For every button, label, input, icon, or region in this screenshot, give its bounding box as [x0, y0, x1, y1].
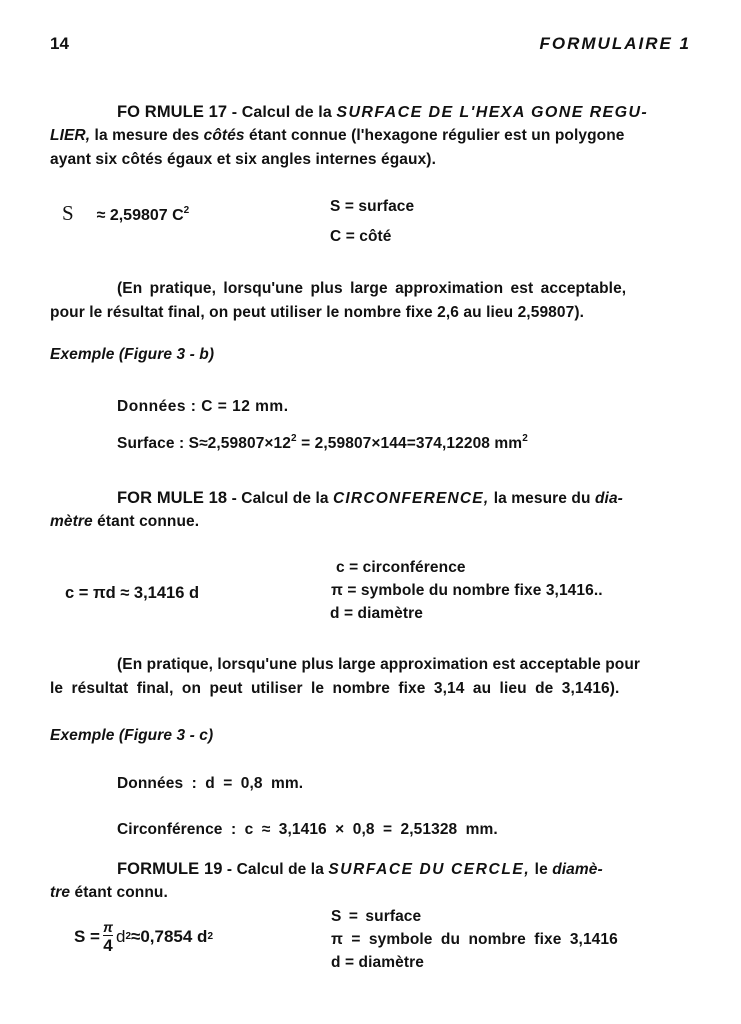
- formula-symbol: S: [62, 201, 74, 225]
- formule-17-line2: [50, 127, 695, 145]
- formule-17-subject: SURFACE DE L'HEXA GONE REGU-: [336, 104, 649, 121]
- formule-19-legend-3: d = diamètre: [331, 954, 424, 971]
- formule-17-note-1: (En pratique, lorsqu'une plus large approximation est acceptable,: [117, 280, 627, 297]
- formule-19-heading: [117, 860, 603, 879]
- exponent: 2: [291, 433, 297, 444]
- formule-19-legend-1: S = surface: [331, 908, 422, 925]
- page-number: 14: [50, 34, 69, 53]
- exponent: 2: [522, 433, 528, 444]
- heading-text: - Calcul de la: [227, 104, 337, 121]
- formule-19-legend-2: π = symbole du nombre fixe 3,1416: [331, 931, 618, 948]
- fraction: [103, 920, 113, 954]
- fraction-denominator: 4: [103, 936, 113, 955]
- formula-lhs: S =: [74, 927, 100, 946]
- formule-17-formula: [62, 201, 189, 226]
- heading-text: le: [530, 861, 553, 878]
- formule-18-legend-1: c = circonférence: [336, 559, 466, 576]
- running-title: FORMULAIRE 1: [539, 34, 691, 53]
- text: étant connue.: [92, 513, 200, 530]
- formule-18-heading: [117, 489, 623, 508]
- italic-text: diamè-: [552, 861, 603, 878]
- formule-18-line2: [50, 513, 199, 531]
- formula-text: ≈0,7854 d: [131, 927, 208, 946]
- formule-19-formula: S = $\frac{\pi}{4}$ d 2 ≈0,7854 d 2: [74, 919, 213, 955]
- exponent: 2: [183, 205, 190, 216]
- italic-text: LIER,: [50, 127, 91, 144]
- italic-text: dia-: [594, 490, 623, 507]
- heading-text: - Calcul de la: [227, 490, 334, 507]
- formule-17-heading: [117, 103, 648, 122]
- formule-17-legend-1: S = surface: [330, 198, 415, 215]
- fraction-numerator: π: [103, 919, 113, 935]
- formule-18-note-2: le résultat final, on peut utiliser le nombre fixe 3,14 au lieu de 3,1416).: [50, 680, 620, 697]
- formule-18-legend-3: d = diamètre: [330, 605, 423, 622]
- italic-text: côtés: [203, 127, 245, 144]
- calc-text: Surface : S≈2,59807×12: [117, 435, 292, 452]
- formule-18-label: FOR MULE 18: [117, 489, 228, 507]
- text: étant connu.: [70, 884, 168, 901]
- formule-18-example-title: Exemple (Figure 3 - c): [50, 727, 214, 744]
- italic-text: tre: [50, 884, 71, 901]
- formule-19-label: FORMULE 19: [117, 860, 223, 878]
- formule-18-formula: c = πd ≈ 3,1416 d: [65, 584, 200, 602]
- formule-17-note-2: pour le résultat final, on peut utiliser le nombre fixe 2,6 au lieu 2,59807).: [50, 304, 584, 321]
- formule-18-example-calc: Circonférence : c ≈ 3,1416 × 0,8 = 2,51328 mm.: [117, 821, 498, 838]
- formula-variable: d: [115, 927, 126, 946]
- formule-18-legend-2: π = symbole du nombre fixe 3,1416..: [331, 582, 603, 599]
- formule-17-example-data: Données : C = 12 mm.: [117, 398, 289, 415]
- formule-18-note-1: (En pratique, lorsqu'une plus large approximation est acceptable pour: [117, 656, 641, 673]
- formula-text: ≈ 2,59807 C: [96, 207, 184, 224]
- heading-text: la mesure du: [489, 490, 595, 507]
- formule-18-example-data: Données : d = 0,8 mm.: [117, 775, 304, 792]
- formule-19-subject: SURFACE DU CERCLE,: [328, 861, 531, 878]
- italic-text: mètre: [50, 513, 93, 530]
- text: la mesure des: [90, 127, 204, 144]
- formule-17-example-calc: [117, 435, 528, 453]
- formule-17-legend-2: C = côté: [330, 228, 392, 245]
- heading-text: - Calcul de la: [222, 861, 329, 878]
- formule-18-subject: CIRCONFERENCE,: [333, 490, 490, 507]
- formule-17-example-title: Exemple (Figure 3 - b): [50, 346, 215, 363]
- text: étant connue (l'hexagone régulier est un polygone: [244, 127, 625, 144]
- formule-17-line3: ayant six côtés égaux et six angles internes égaux).: [50, 151, 436, 168]
- calc-text: = 2,59807×144=374,12208 mm: [296, 435, 523, 452]
- formule-19-line2: [50, 884, 168, 902]
- formule-17-label: FO RMULE 17: [117, 103, 228, 121]
